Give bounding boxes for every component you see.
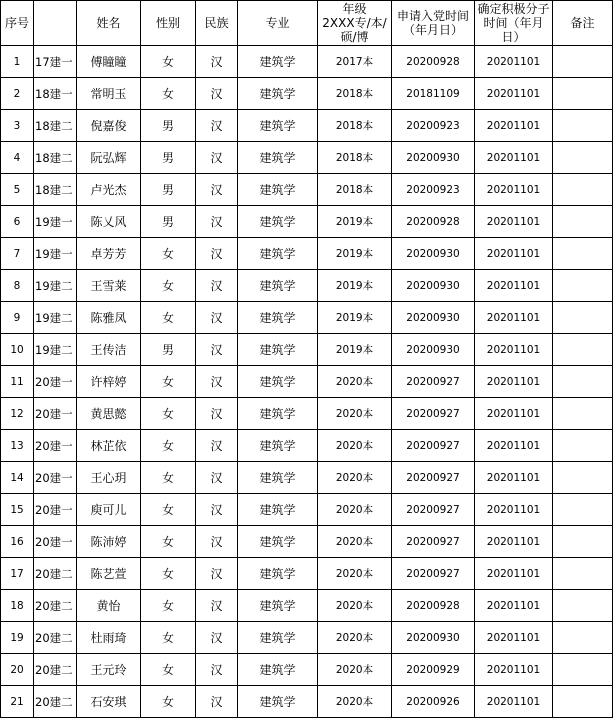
note-cell (553, 526, 613, 558)
ethnicity-cell: 汉 (196, 334, 238, 366)
class-cell: 20建一 (34, 398, 77, 430)
confirm-date-cell: 20201101 (475, 302, 553, 334)
confirm-date-cell: 20201101 (475, 526, 553, 558)
note-cell (553, 686, 613, 718)
gender-cell: 女 (141, 398, 196, 430)
major-cell: 建筑学 (238, 526, 318, 558)
confirm-date-cell: 20201101 (475, 622, 553, 654)
apply-date-cell: 20200927 (392, 398, 475, 430)
grade-cell: 2020本 (318, 398, 392, 430)
name-cell: 王心玥 (77, 462, 141, 494)
note-cell (553, 398, 613, 430)
confirm-date-cell: 20201101 (475, 494, 553, 526)
grade-cell: 2020本 (318, 654, 392, 686)
name-cell: 石安琪 (77, 686, 141, 718)
name-cell: 陈雅凤 (77, 302, 141, 334)
apply-date-cell: 20200927 (392, 526, 475, 558)
major-cell: 建筑学 (238, 398, 318, 430)
class-cell: 19建一 (34, 206, 77, 238)
ethnicity-cell: 汉 (196, 526, 238, 558)
table-row (1, 494, 613, 526)
major-cell: 建筑学 (238, 686, 318, 718)
class-cell: 19建二 (34, 302, 77, 334)
major-cell: 建筑学 (238, 590, 318, 622)
gender-cell: 女 (141, 558, 196, 590)
major-cell: 建筑学 (238, 622, 318, 654)
grade-cell: 2018本 (318, 78, 392, 110)
name-cell: 林芷依 (77, 430, 141, 462)
confirm-date-cell: 20201101 (475, 686, 553, 718)
apply-date-cell: 20200927 (392, 558, 475, 590)
confirm-date-cell: 20201101 (475, 398, 553, 430)
ethnicity-cell: 汉 (196, 206, 238, 238)
gender-cell: 男 (141, 334, 196, 366)
seq-cell: 13 (1, 430, 34, 462)
gender-cell: 女 (141, 430, 196, 462)
class-cell: 18建一 (34, 78, 77, 110)
grade-cell: 2019本 (318, 238, 392, 270)
seq-cell: 17 (1, 558, 34, 590)
ethnicity-cell: 汉 (196, 622, 238, 654)
table-row (1, 174, 613, 206)
major-cell: 建筑学 (238, 270, 318, 302)
table-row (1, 398, 613, 430)
apply-date-cell: 20200923 (392, 110, 475, 142)
table-row (1, 366, 613, 398)
seq-cell: 1 (1, 46, 34, 78)
note-cell (553, 206, 613, 238)
major-cell: 建筑学 (238, 430, 318, 462)
name-cell: 王传洁 (77, 334, 141, 366)
grade-cell: 2020本 (318, 366, 392, 398)
major-cell: 建筑学 (238, 494, 318, 526)
gender-cell: 女 (141, 270, 196, 302)
seq-cell: 12 (1, 398, 34, 430)
header-apply-line2: （年月日） (402, 23, 463, 37)
confirm-date-cell: 20201101 (475, 590, 553, 622)
table-row (1, 430, 613, 462)
ethnicity-cell: 汉 (196, 462, 238, 494)
class-cell: 20建一 (34, 526, 77, 558)
grade-cell: 2017本 (318, 46, 392, 78)
table-row (1, 270, 613, 302)
major-cell: 建筑学 (238, 46, 318, 78)
ethnicity-cell: 汉 (196, 590, 238, 622)
apply-date-cell: 20200926 (392, 686, 475, 718)
name-cell: 卢光杰 (77, 174, 141, 206)
seq-cell: 6 (1, 206, 34, 238)
seq-cell: 16 (1, 526, 34, 558)
seq-cell: 14 (1, 462, 34, 494)
table-row (1, 302, 613, 334)
confirm-date-cell: 20201101 (475, 78, 553, 110)
header-gender: 性别 (141, 1, 196, 46)
ethnicity-cell: 汉 (196, 142, 238, 174)
confirm-date-cell: 20201101 (475, 334, 553, 366)
gender-cell: 男 (141, 206, 196, 238)
table-row (1, 462, 613, 494)
class-cell: 18建二 (34, 142, 77, 174)
gender-cell: 女 (141, 462, 196, 494)
major-cell: 建筑学 (238, 174, 318, 206)
name-cell: 阮弘辉 (77, 142, 141, 174)
header-ethnicity: 民族 (196, 1, 238, 46)
table-header (1, 1, 613, 46)
seq-cell: 19 (1, 622, 34, 654)
ethnicity-cell: 汉 (196, 494, 238, 526)
table-row (1, 238, 613, 270)
table-row (1, 110, 613, 142)
name-cell: 庾可儿 (77, 494, 141, 526)
gender-cell: 女 (141, 366, 196, 398)
ethnicity-cell: 汉 (196, 174, 238, 206)
header-grade-line1: 年级 (342, 2, 367, 16)
header-confirm-line3: 日） (501, 30, 526, 44)
header-grade-line3: 硕/博 (340, 30, 369, 44)
major-cell: 建筑学 (238, 142, 318, 174)
note-cell (553, 46, 613, 78)
major-cell: 建筑学 (238, 558, 318, 590)
name-cell: 陈沛婷 (77, 526, 141, 558)
ethnicity-cell: 汉 (196, 366, 238, 398)
confirm-date-cell: 20201101 (475, 46, 553, 78)
grade-cell: 2020本 (318, 622, 392, 654)
class-cell: 20建二 (34, 590, 77, 622)
confirm-date-cell: 20201101 (475, 462, 553, 494)
apply-date-cell: 20200930 (392, 270, 475, 302)
note-cell (553, 174, 613, 206)
ethnicity-cell: 汉 (196, 46, 238, 78)
gender-cell: 女 (141, 654, 196, 686)
seq-cell: 20 (1, 654, 34, 686)
major-cell: 建筑学 (238, 462, 318, 494)
header-grade-line2: 2XXX专/本/ (322, 16, 387, 30)
name-cell: 王雪莱 (77, 270, 141, 302)
apply-date-cell: 20200930 (392, 622, 475, 654)
note-cell (553, 142, 613, 174)
header-apply-date (392, 1, 475, 46)
grade-cell: 2019本 (318, 302, 392, 334)
class-cell: 20建二 (34, 622, 77, 654)
note-cell (553, 430, 613, 462)
apply-date-cell: 20200923 (392, 174, 475, 206)
seq-cell: 11 (1, 366, 34, 398)
name-cell: 陈艺萱 (77, 558, 141, 590)
grade-cell: 2020本 (318, 686, 392, 718)
apply-date-cell: 20200928 (392, 206, 475, 238)
apply-date-cell: 20200927 (392, 366, 475, 398)
gender-cell: 女 (141, 686, 196, 718)
table-row (1, 46, 613, 78)
table-row (1, 622, 613, 654)
gender-cell: 女 (141, 622, 196, 654)
apply-date-cell: 20181109 (392, 78, 475, 110)
confirm-date-cell: 20201101 (475, 654, 553, 686)
note-cell (553, 462, 613, 494)
gender-cell: 男 (141, 142, 196, 174)
header-class (34, 1, 77, 46)
class-cell: 18建二 (34, 174, 77, 206)
header-note: 备注 (553, 1, 613, 46)
gender-cell: 女 (141, 302, 196, 334)
grade-cell: 2018本 (318, 110, 392, 142)
seq-cell: 3 (1, 110, 34, 142)
note-cell (553, 494, 613, 526)
table-row (1, 686, 613, 718)
gender-cell: 男 (141, 174, 196, 206)
header-apply-line1: 申请入党时间 (396, 9, 469, 23)
seq-cell: 15 (1, 494, 34, 526)
seq-cell: 5 (1, 174, 34, 206)
apply-date-cell: 20200928 (392, 46, 475, 78)
major-cell: 建筑学 (238, 110, 318, 142)
ethnicity-cell: 汉 (196, 398, 238, 430)
class-cell: 20建二 (34, 686, 77, 718)
name-cell: 倪嘉俊 (77, 110, 141, 142)
seq-cell: 21 (1, 686, 34, 718)
class-cell: 19建二 (34, 334, 77, 366)
major-cell: 建筑学 (238, 206, 318, 238)
major-cell: 建筑学 (238, 78, 318, 110)
ethnicity-cell: 汉 (196, 654, 238, 686)
gender-cell: 女 (141, 78, 196, 110)
apply-date-cell: 20200929 (392, 654, 475, 686)
note-cell (553, 366, 613, 398)
table-body (1, 46, 613, 718)
table-row (1, 654, 613, 686)
table-row (1, 558, 613, 590)
name-cell: 卓芳芳 (77, 238, 141, 270)
gender-cell: 女 (141, 494, 196, 526)
apply-date-cell: 20200930 (392, 238, 475, 270)
note-cell (553, 654, 613, 686)
confirm-date-cell: 20201101 (475, 270, 553, 302)
seq-cell: 18 (1, 590, 34, 622)
grade-cell: 2020本 (318, 558, 392, 590)
grade-cell: 2020本 (318, 590, 392, 622)
gender-cell: 男 (141, 110, 196, 142)
table-row (1, 142, 613, 174)
ethnicity-cell: 汉 (196, 686, 238, 718)
ethnicity-cell: 汉 (196, 78, 238, 110)
note-cell (553, 622, 613, 654)
header-major: 专业 (238, 1, 318, 46)
grade-cell: 2020本 (318, 462, 392, 494)
class-cell: 20建一 (34, 430, 77, 462)
apply-date-cell: 20200930 (392, 302, 475, 334)
major-cell: 建筑学 (238, 654, 318, 686)
gender-cell: 女 (141, 238, 196, 270)
name-cell: 杜雨琦 (77, 622, 141, 654)
apply-date-cell: 20200927 (392, 494, 475, 526)
gender-cell: 女 (141, 526, 196, 558)
ethnicity-cell: 汉 (196, 238, 238, 270)
header-seq: 序号 (1, 1, 34, 46)
grade-cell: 2020本 (318, 526, 392, 558)
header-confirm-date (475, 1, 553, 46)
apply-date-cell: 20200928 (392, 590, 475, 622)
gender-cell: 女 (141, 46, 196, 78)
header-grade (318, 1, 392, 46)
class-cell: 20建一 (34, 494, 77, 526)
class-cell: 20建二 (34, 654, 77, 686)
note-cell (553, 334, 613, 366)
seq-cell: 10 (1, 334, 34, 366)
name-cell: 黄怡 (77, 590, 141, 622)
class-cell: 20建二 (34, 558, 77, 590)
seq-cell: 2 (1, 78, 34, 110)
gender-cell: 女 (141, 590, 196, 622)
confirm-date-cell: 20201101 (475, 430, 553, 462)
apply-date-cell: 20200927 (392, 462, 475, 494)
seq-cell: 8 (1, 270, 34, 302)
grade-cell: 2020本 (318, 430, 392, 462)
ethnicity-cell: 汉 (196, 558, 238, 590)
note-cell (553, 558, 613, 590)
apply-date-cell: 20200927 (392, 430, 475, 462)
header-row (1, 1, 613, 46)
major-cell: 建筑学 (238, 334, 318, 366)
note-cell (553, 238, 613, 270)
header-confirm-line2: 时间（年月 (483, 16, 544, 30)
major-cell: 建筑学 (238, 302, 318, 334)
header-name: 姓名 (77, 1, 141, 46)
seq-cell: 9 (1, 302, 34, 334)
table-row (1, 78, 613, 110)
grade-cell: 2019本 (318, 270, 392, 302)
table-row (1, 590, 613, 622)
class-cell: 18建二 (34, 110, 77, 142)
class-cell: 20建一 (34, 462, 77, 494)
table-row (1, 206, 613, 238)
major-cell: 建筑学 (238, 238, 318, 270)
ethnicity-cell: 汉 (196, 430, 238, 462)
note-cell (553, 590, 613, 622)
confirm-date-cell: 20201101 (475, 174, 553, 206)
confirm-date-cell: 20201101 (475, 142, 553, 174)
confirm-date-cell: 20201101 (475, 558, 553, 590)
grade-cell: 2020本 (318, 494, 392, 526)
apply-date-cell: 20200930 (392, 142, 475, 174)
name-cell: 常明玉 (77, 78, 141, 110)
note-cell (553, 110, 613, 142)
header-confirm-line1: 确定积极分子 (477, 2, 550, 16)
name-cell: 黄思懿 (77, 398, 141, 430)
name-cell: 许梓婷 (77, 366, 141, 398)
ethnicity-cell: 汉 (196, 270, 238, 302)
seq-cell: 4 (1, 142, 34, 174)
table-row (1, 526, 613, 558)
name-cell: 傅瞳瞳 (77, 46, 141, 78)
ethnicity-cell: 汉 (196, 302, 238, 334)
class-cell: 20建一 (34, 366, 77, 398)
grade-cell: 2019本 (318, 334, 392, 366)
grade-cell: 2019本 (318, 206, 392, 238)
ethnicity-cell: 汉 (196, 110, 238, 142)
grade-cell: 2018本 (318, 174, 392, 206)
confirm-date-cell: 20201101 (475, 238, 553, 270)
major-cell: 建筑学 (238, 366, 318, 398)
confirm-date-cell: 20201101 (475, 366, 553, 398)
class-cell: 19建一 (34, 238, 77, 270)
class-cell: 17建一 (34, 46, 77, 78)
note-cell (553, 302, 613, 334)
note-cell (553, 78, 613, 110)
grade-cell: 2018本 (318, 142, 392, 174)
class-cell: 19建二 (34, 270, 77, 302)
name-cell: 王元玲 (77, 654, 141, 686)
name-cell: 陈乂风 (77, 206, 141, 238)
note-cell (553, 270, 613, 302)
seq-cell: 7 (1, 238, 34, 270)
apply-date-cell: 20200930 (392, 334, 475, 366)
confirm-date-cell: 20201101 (475, 206, 553, 238)
table-row (1, 334, 613, 366)
confirm-date-cell: 20201101 (475, 110, 553, 142)
